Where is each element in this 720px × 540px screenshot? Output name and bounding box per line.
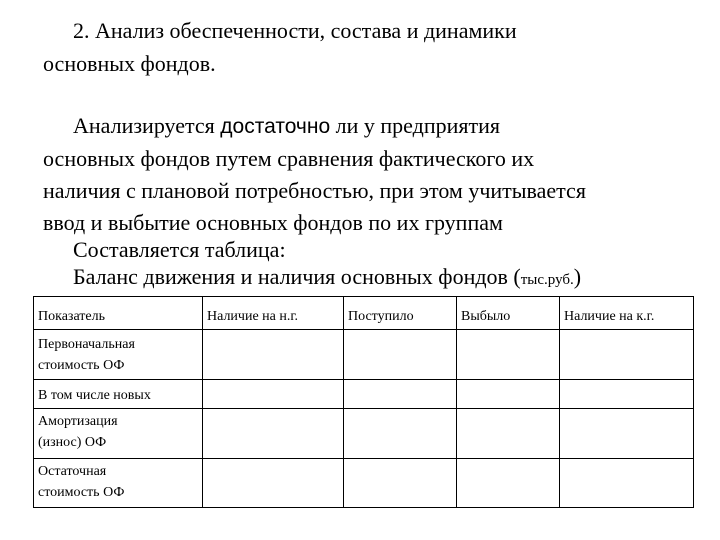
balance-table [33, 296, 694, 508]
paragraph-line-3: наличия с плановой потребностью, при этом учитывается [43, 178, 586, 203]
row-label [34, 380, 203, 409]
table-cell [457, 380, 560, 409]
paragraph-line-4: ввод и выбытие основных фондов по их группам [43, 210, 503, 235]
paragraph-line-1-end: ли у предприятия [330, 113, 501, 138]
row-label [34, 409, 203, 459]
table-cell [344, 409, 457, 459]
table-row [34, 459, 694, 508]
table-cell [560, 330, 694, 380]
heading-line-2: основных фондов. [43, 51, 216, 76]
paragraph-line-5: Составляется таблица: [73, 237, 286, 262]
header-indicator: Показатель [34, 297, 203, 330]
row-label-line-2: стоимость ОФ [38, 485, 125, 500]
table-cell [203, 459, 344, 508]
table-row [34, 409, 694, 459]
row-label-line-1: Первоначальная [38, 337, 135, 352]
paragraph-line-1-start: Анализируется [73, 113, 221, 138]
table-cell [344, 380, 457, 409]
table-cell [457, 459, 560, 508]
header-retired: Выбыло [457, 297, 560, 330]
row-label [34, 330, 203, 380]
paragraph-line-1 [73, 115, 500, 137]
row-label-line-2: стоимость ОФ [38, 358, 125, 373]
table-caption-end: ) [573, 264, 582, 289]
row-label-line-1: Остаточная [38, 464, 107, 479]
row-label [34, 459, 203, 508]
paragraph-line-2: основных фондов путем сравнения фактического их [43, 146, 535, 171]
heading-line-1: 2. Анализ обеспеченности, состава и динамики [73, 18, 517, 43]
table-cell [560, 459, 694, 508]
table-cell [344, 459, 457, 508]
header-start-balance: Наличие на н.г. [203, 297, 344, 330]
row-label-line-1: В том числе новых [38, 388, 151, 403]
row-label-line-1: Амортизация [38, 414, 118, 429]
table-cell [457, 330, 560, 380]
table-cell [560, 380, 694, 409]
table-cell [457, 409, 560, 459]
header-end-balance: Наличие на к.г. [560, 297, 694, 330]
paragraph-line-1-sans-word: достаточно [220, 115, 331, 138]
table-cell [344, 330, 457, 380]
table-row [34, 380, 694, 409]
table-cell [560, 409, 694, 459]
table-caption-units: тыс.руб. [520, 272, 574, 288]
table-row [34, 330, 694, 380]
table-caption [73, 266, 581, 288]
table-cell [203, 409, 344, 459]
header-received: Поступило [344, 297, 457, 330]
row-label-line-2: (износ) ОФ [38, 435, 107, 450]
table-header-row [34, 297, 694, 330]
table-cell [203, 330, 344, 380]
table-cell [203, 380, 344, 409]
table-caption-start: Баланс движения и наличия основных фондов ( [73, 264, 521, 289]
